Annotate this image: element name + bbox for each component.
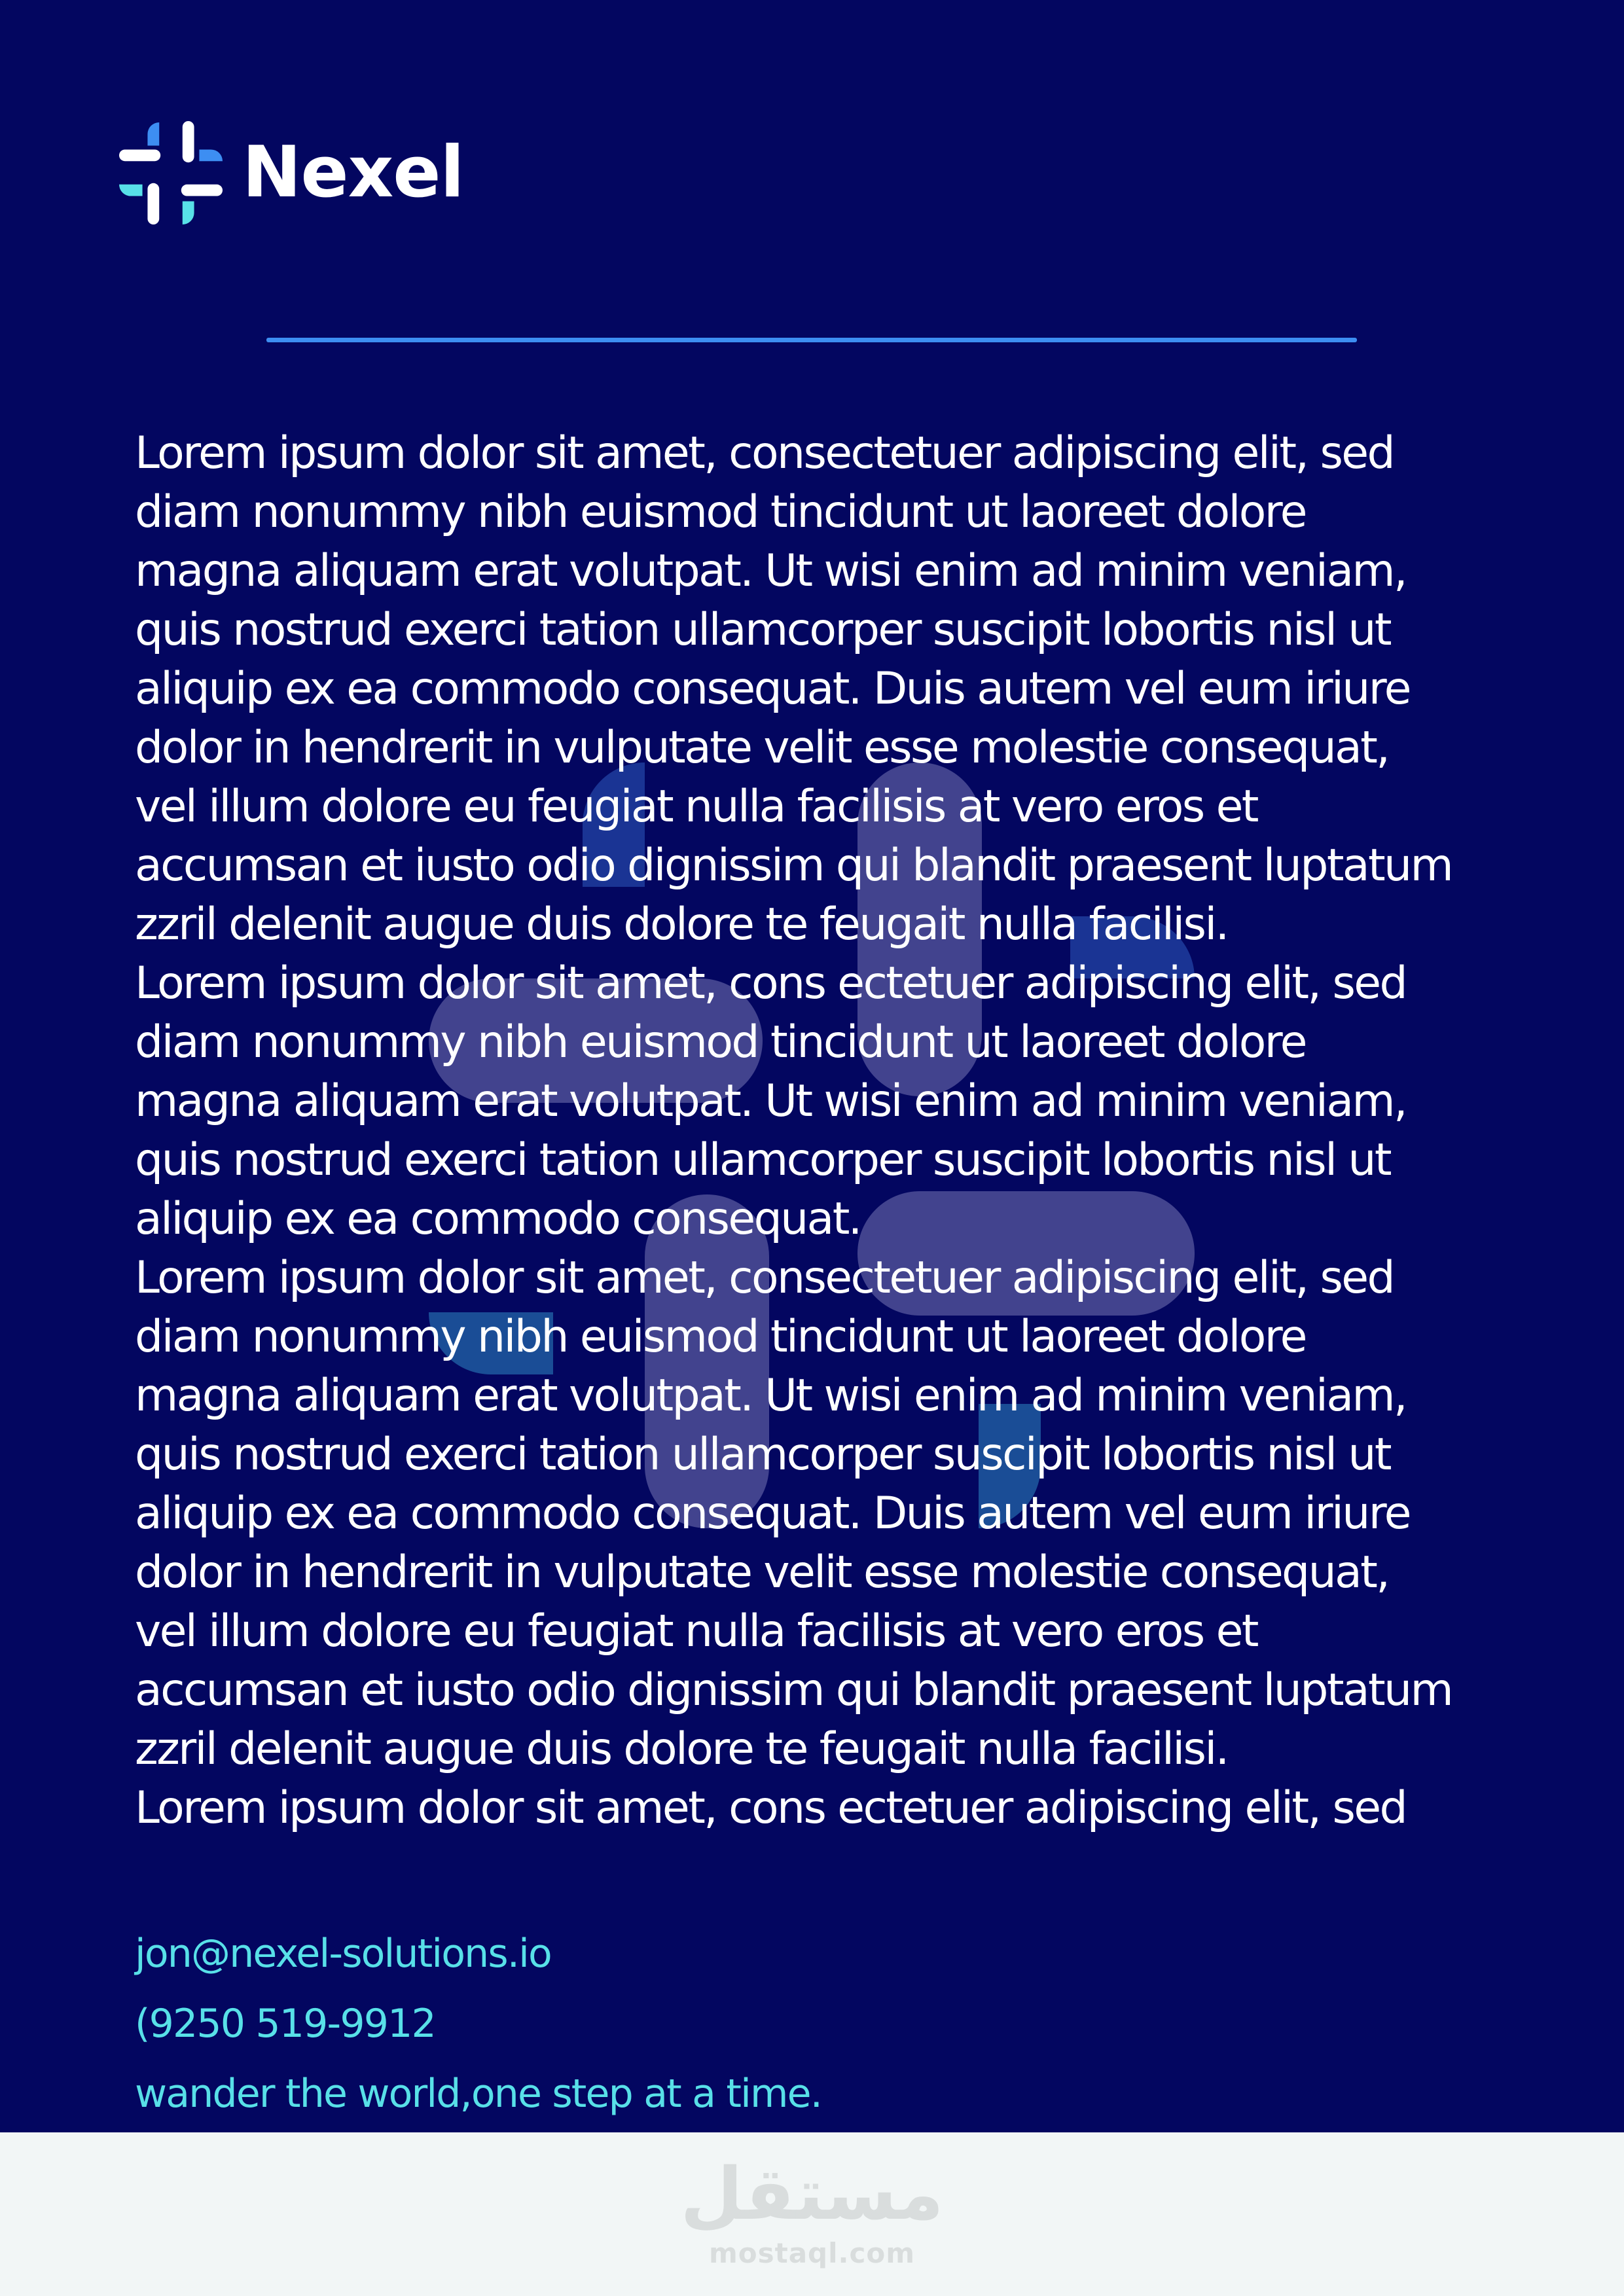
body-line: quis nostrud exerci tation ullamcorper suscipit lobortis nisl ut	[135, 604, 1390, 656]
body-line: diam nonummy nibh euismod tincidunt ut laoreet dolore	[135, 486, 1306, 538]
logo	[119, 121, 464, 224]
footer	[0, 2132, 1624, 2296]
body-line: magna aliquam erat volutpat. Ut wisi enim ad minim veniam,	[135, 1370, 1407, 1422]
body-line: accumsan et iusto odio dignissim qui blandit praesent luptatum	[135, 1664, 1453, 1716]
body-line: quis nostrud exerci tation ullamcorper suscipit lobortis nisl ut	[135, 1134, 1390, 1186]
contact-tagline: wander the world,one step at a time.	[135, 2071, 822, 2117]
body-line: Lorem ipsum dolor sit amet, consectetuer adipiscing elit, sed	[135, 427, 1394, 479]
body-line: dolor in hendrerit in vulputate velit esse molestie consequat,	[135, 722, 1389, 774]
nexel-hash-logo-icon	[119, 121, 223, 224]
body-text	[135, 424, 1601, 1838]
body-line: vel illum dolore eu feugiat nulla facilisis at vero eros et	[135, 1605, 1257, 1657]
body-line: vel illum dolore eu feugiat nulla facilisis at vero eros et	[135, 781, 1257, 833]
body-line: aliquip ex ea commodo consequat.	[135, 1193, 861, 1245]
body-line: Lorem ipsum dolor sit amet, cons ectetuer adipiscing elit, sed	[135, 958, 1407, 1009]
body-line: magna aliquam erat volutpat. Ut wisi enim ad minim veniam,	[135, 1075, 1407, 1127]
brand-name: Nexel	[242, 132, 464, 213]
body-line: accumsan et iusto odio dignissim qui blandit praesent luptatum	[135, 840, 1453, 891]
watermark-arabic-logo: مستقل	[680, 2152, 944, 2236]
header-divider	[266, 338, 1357, 342]
body-line: zzril delenit augue duis dolore te feugait nulla facilisi.	[135, 899, 1228, 950]
body-line: zzril delenit augue duis dolore te feugait nulla facilisi.	[135, 1723, 1228, 1775]
body-line: magna aliquam erat volutpat. Ut wisi enim ad minim veniam,	[135, 545, 1407, 597]
body-line: Lorem ipsum dolor sit amet, consectetuer adipiscing elit, sed	[135, 1252, 1394, 1304]
body-line: aliquip ex ea commodo consequat. Duis autem vel eum iriure	[135, 663, 1410, 715]
body-line: aliquip ex ea commodo consequat. Duis autem vel eum iriure	[135, 1488, 1410, 1539]
contact-phone[interactable]: (9250 519-9912	[135, 2001, 435, 2047]
contact-email[interactable]: jon@nexel-solutions.io	[135, 1931, 551, 1977]
body-line: diam nonummy nibh euismod tincidunt ut laoreet dolore	[135, 1311, 1306, 1363]
body-line: diam nonummy nibh euismod tincidunt ut laoreet dolore	[135, 1016, 1306, 1068]
body-line: Lorem ipsum dolor sit amet, cons ectetuer adipiscing elit, sed	[135, 1782, 1407, 1834]
body-line: dolor in hendrerit in vulputate velit esse molestie consequat,	[135, 1547, 1389, 1598]
watermark-domain: mostaql.com	[709, 2237, 915, 2269]
body-line: quis nostrud exerci tation ullamcorper suscipit lobortis nisl ut	[135, 1429, 1390, 1480]
